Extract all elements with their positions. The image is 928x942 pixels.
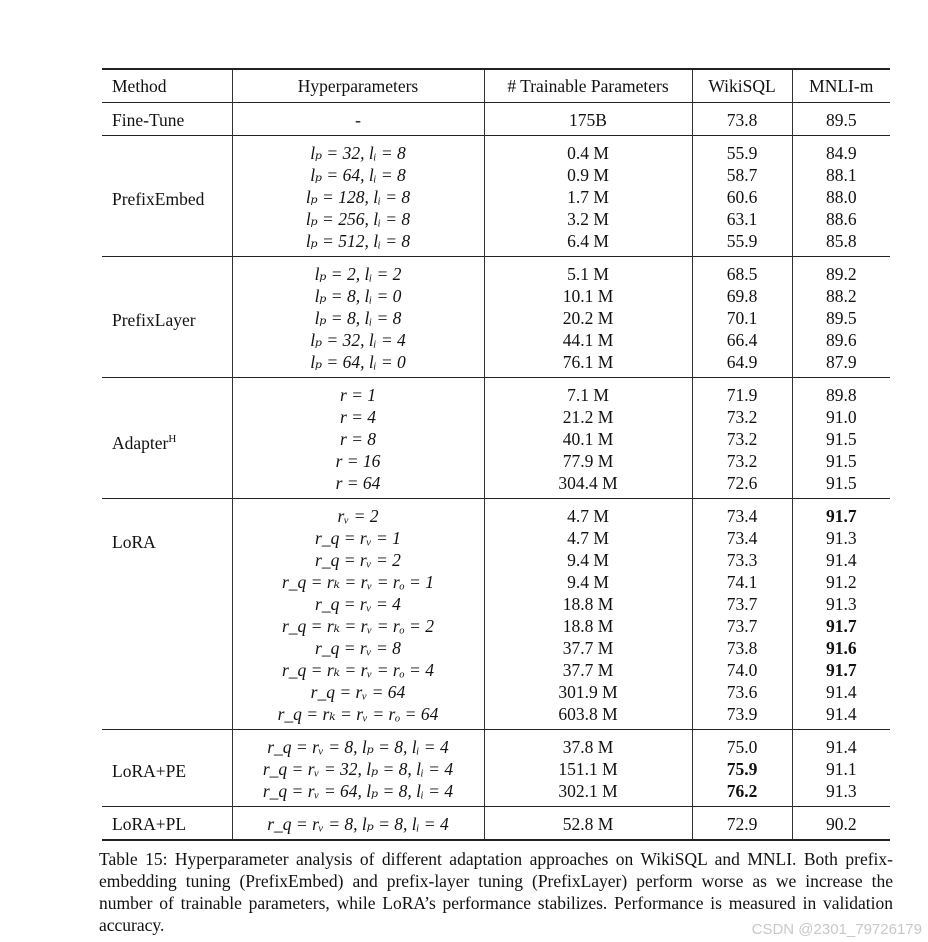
wikisql-cell: 71.9 [692,378,792,407]
mnli-cell: 88.0 [825,187,857,207]
group-adapter [102,378,890,499]
mnli-cell: 91.5 [825,429,857,449]
params-cell: 37.7 M [484,637,692,659]
params-cell: 76.1 M [484,351,692,378]
wikisql-cell: 74.0 [692,659,792,681]
wikisql-cell: 73.9 [692,703,792,730]
table-row [102,103,890,136]
params-cell: 175B [484,103,692,136]
params-cell: 21.2 M [484,406,692,428]
hyper-cell: lₚ = 32, lᵢ = 8 [232,136,484,165]
hyper-cell: r = 1 [232,378,484,407]
params-cell: 20.2 M [484,307,692,329]
wikisql-cell: 73.3 [692,549,792,571]
params-cell: 301.9 M [484,681,692,703]
hyper-cell: r_q = rᵥ = 8, lₚ = 8, lᵢ = 4 [232,807,484,841]
params-cell: 37.7 M [484,659,692,681]
hyper-cell: lₚ = 64, lᵢ = 0 [232,351,484,378]
params-cell: 1.7 M [484,186,692,208]
params-cell: 302.1 M [484,780,692,807]
params-cell: 6.4 M [484,230,692,257]
mnli-cell: 87.9 [825,352,857,372]
hyper-cell: r_q = rᵥ = 8, lₚ = 8, lᵢ = 4 [232,730,484,759]
group-lora-pe [102,730,890,807]
group-prefixembed [102,136,890,257]
method-label: LoRA [102,499,232,730]
mnli-cell: 91.4 [825,682,857,702]
wikisql-cell: 73.7 [692,615,792,637]
params-cell: 10.1 M [484,285,692,307]
hyperparameter-table [102,68,890,841]
hyper-cell: lₚ = 512, lᵢ = 8 [232,230,484,257]
params-cell: 3.2 M [484,208,692,230]
header-mnli: MNLI-m [809,76,874,96]
wikisql-cell: 69.8 [692,285,792,307]
hyper-cell: lₚ = 128, lᵢ = 8 [232,186,484,208]
wikisql-cell: 64.9 [692,351,792,378]
mnli-cell: 91.3 [825,528,857,548]
mnli-cell: 89.5 [825,110,857,130]
hyper-cell: r_q = rᵥ = 8 [232,637,484,659]
header-method: Method [102,69,232,103]
wikisql-cell: 73.4 [692,499,792,528]
mnli-cell: 91.4 [825,737,857,757]
hyper-cell: lₚ = 32, lᵢ = 4 [232,329,484,351]
wikisql-cell: 72.9 [692,807,792,841]
params-cell: 18.8 M [484,593,692,615]
group-prefixlayer [102,257,890,378]
wikisql-cell: 55.9 [692,136,792,165]
group-lora-pl [102,807,890,841]
table-row [102,136,890,165]
wikisql-cell: 63.1 [692,208,792,230]
hyper-cell: r = 4 [232,406,484,428]
wikisql-cell: 73.2 [692,406,792,428]
params-cell: 77.9 M [484,450,692,472]
params-cell: 4.7 M [484,527,692,549]
hyper-cell: r_q = rᵥ = 4 [232,593,484,615]
wikisql-cell: 58.7 [692,164,792,186]
wikisql-cell: 74.1 [692,571,792,593]
params-cell: 0.9 M [484,164,692,186]
hyper-cell: r_q = rₖ = rᵥ = rₒ = 1 [232,571,484,593]
mnli-cell: 91.3 [825,781,857,801]
mnli-cell: 85.8 [825,231,857,251]
watermark: CSDN @2301_79726179 [751,921,922,938]
hyper-cell: r = 16 [232,450,484,472]
wikisql-cell: 76.2 [692,780,792,807]
params-cell: 18.8 M [484,615,692,637]
mnli-cell: 91.7 [825,506,857,526]
method-label: Fine-Tune [102,103,232,136]
hyper-cell: r_q = rᵥ = 1 [232,527,484,549]
mnli-cell: 91.6 [825,638,857,658]
header-trainable-params: # Trainable Parameters [484,69,692,103]
hyper-cell: rᵥ = 2 [232,499,484,528]
params-cell: 603.8 M [484,703,692,730]
hyper-cell: r_q = rₖ = rᵥ = rₒ = 4 [232,659,484,681]
table-row [102,730,890,759]
mnli-cell: 88.6 [825,209,857,229]
method-label: LoRA+PL [102,807,232,841]
mnli-cell: 88.2 [825,286,857,306]
params-cell: 40.1 M [484,428,692,450]
params-cell: 0.4 M [484,136,692,165]
params-cell: 9.4 M [484,549,692,571]
wikisql-cell: 68.5 [692,257,792,286]
wikisql-cell: 66.4 [692,329,792,351]
params-cell: 9.4 M [484,571,692,593]
mnli-cell: 89.8 [825,385,857,405]
mnli-cell: 89.2 [825,264,857,284]
mnli-cell: 89.6 [825,330,857,350]
mnli-cell: 89.5 [825,308,857,328]
table-row [102,499,890,528]
method-label: PrefixEmbed [102,136,232,257]
results-table-wrapper [102,68,890,841]
params-cell: 7.1 M [484,378,692,407]
table-row [102,257,890,286]
params-cell: 37.8 M [484,730,692,759]
wikisql-cell: 73.7 [692,593,792,615]
method-label [102,378,232,499]
wikisql-cell: 73.2 [692,428,792,450]
wikisql-cell: 73.6 [692,681,792,703]
hyper-cell: r = 64 [232,472,484,499]
mnli-cell: 91.4 [825,704,857,724]
wikisql-cell: 73.4 [692,527,792,549]
wikisql-cell: 75.0 [692,730,792,759]
hyper-cell: r_q = rᵥ = 64, lₚ = 8, lᵢ = 4 [232,780,484,807]
mnli-cell: 91.3 [825,594,857,614]
hyper-cell: r_q = rₖ = rᵥ = rₒ = 2 [232,615,484,637]
wikisql-cell: 73.8 [692,637,792,659]
header-wikisql: WikiSQL [692,69,792,103]
params-cell: 4.7 M [484,499,692,528]
hyper-cell: lₚ = 8, lᵢ = 0 [232,285,484,307]
mnli-cell: 91.0 [825,407,857,427]
hyper-cell: lₚ = 2, lᵢ = 2 [232,257,484,286]
mnli-cell: 84.9 [825,143,857,163]
hyper-cell: r_q = rᵥ = 32, lₚ = 8, lᵢ = 4 [232,758,484,780]
mnli-cell: 91.1 [825,759,857,779]
params-cell: 151.1 M [484,758,692,780]
hyper-cell: r_q = rᵥ = 64 [232,681,484,703]
header-row [102,69,890,103]
mnli-cell: 91.7 [825,616,857,636]
mnli-cell: 91.4 [825,550,857,570]
mnli-cell: 91.5 [825,473,857,493]
wikisql-cell: 75.9 [692,758,792,780]
params-cell: 5.1 M [484,257,692,286]
hyper-cell: lₚ = 64, lᵢ = 8 [232,164,484,186]
hyper-cell: lₚ = 8, lᵢ = 8 [232,307,484,329]
wikisql-cell: 72.6 [692,472,792,499]
group-finetune [102,103,890,136]
header-hyperparameters: Hyperparameters [232,69,484,103]
hyper-cell: r = 8 [232,428,484,450]
mnli-cell: 88.1 [825,165,857,185]
mnli-cell: 91.7 [825,660,857,680]
table-row [102,807,890,841]
params-cell: 52.8 M [484,807,692,841]
hyper-cell: r_q = rₖ = rᵥ = rₒ = 64 [232,703,484,730]
wikisql-cell: 73.2 [692,450,792,472]
mnli-cell: 91.5 [825,451,857,471]
method-label: PrefixLayer [102,257,232,378]
wikisql-cell: 70.1 [692,307,792,329]
hyper-cell: lₚ = 256, lᵢ = 8 [232,208,484,230]
table-caption: Table 15: Hyperparameter analysis of different adaptation approaches on WikiSQL and MNLI. Both prefix-embedding tuning (PrefixEmbed) and prefix-layer tuning (PrefixLayer) perform worse as we increase the number of trainable parameters, while LoRA’s performance stabilizes. Performance is measured in validation accuracy. [99,849,893,935]
hyper-cell: - [232,103,484,136]
wikisql-cell: 73.8 [692,103,792,136]
wikisql-cell: 55.9 [692,230,792,257]
mnli-cell: 90.2 [825,814,857,834]
params-cell: 304.4 M [484,472,692,499]
method-label-superscript: H [168,433,177,446]
method-label-text: Adapter [112,432,169,453]
method-label: LoRA+PE [102,730,232,807]
table-row [102,378,890,407]
hyper-cell: r_q = rᵥ = 2 [232,549,484,571]
group-lora [102,499,890,730]
wikisql-cell: 60.6 [692,186,792,208]
params-cell: 44.1 M [484,329,692,351]
mnli-cell: 91.2 [825,572,857,592]
